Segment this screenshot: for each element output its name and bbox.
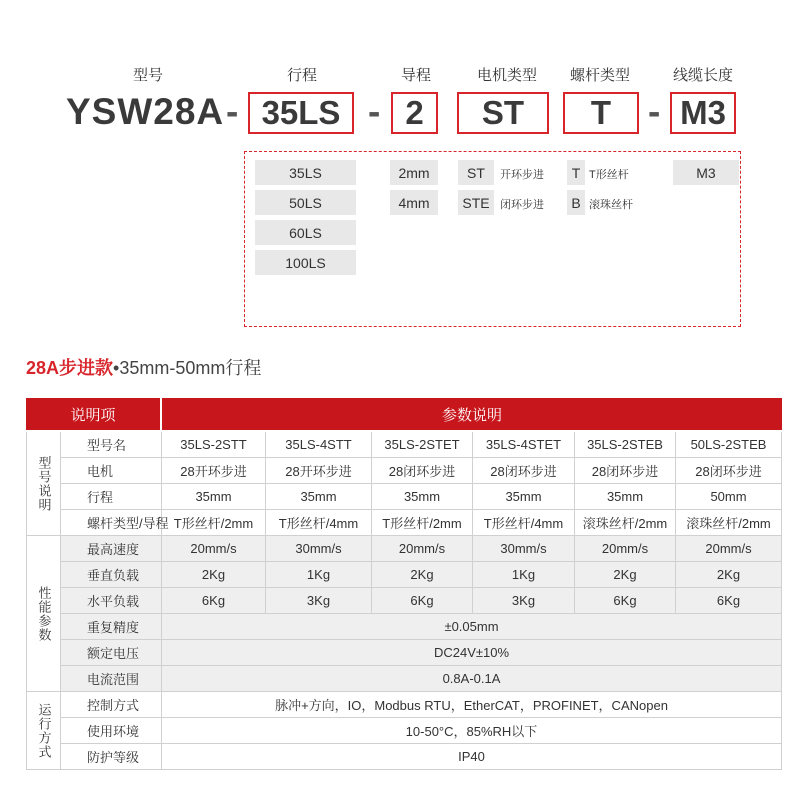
row-label: 螺杆类型/导程 [61,510,162,536]
table-cell: 35LS-4STT [266,432,372,458]
table-cell-merged: DC24V±10% [162,640,782,666]
row-label: 控制方式 [61,692,162,718]
row-label: 电机 [61,458,162,484]
table-cell-merged: 10-50°C，85%RH以下 [162,718,782,744]
row-label: 使用环境 [61,718,162,744]
table-cell-merged: 0.8A-0.1A [162,666,782,692]
table-cell: 滚珠丝杆/2mm [575,510,676,536]
label-lead: 导程 [400,67,431,84]
dash-separator: - [648,91,661,132]
table-cell: 3Kg [473,588,575,614]
group-label-model [26,432,61,536]
row-label: 最高速度 [61,536,162,562]
code-stroke: 35LS [248,92,354,134]
table-cell: 50LS-2STEB [676,432,782,458]
table-cell: 30mm/s [473,536,575,562]
code-lead: 2 [391,92,438,134]
table-cell: 滚珠丝杆/2mm [676,510,782,536]
label-stroke: 行程 [286,67,317,84]
table-cell: 35mm [575,484,676,510]
option-motor-desc: 开环步进 [500,169,544,181]
base-model: YSW28A [66,91,225,132]
table-cell-merged: ±0.05mm [162,614,782,640]
table-cell: 50mm [676,484,782,510]
code-cable: M3 [670,92,736,134]
label-cable-length: 线缆长度 [672,67,733,84]
table-cell: 6Kg [372,588,473,614]
option-screw-desc: 滚珠丝杆 [589,199,633,211]
table-cell: 35LS-4STET [473,432,575,458]
table-cell: 6Kg [676,588,782,614]
table-cell: 30mm/s [266,536,372,562]
table-cell: 35LS-2STET [372,432,473,458]
option-stroke: 50LS [255,190,356,215]
table-cell: 28闭环步进 [676,458,782,484]
table-cell: 35mm [372,484,473,510]
option-stroke: 100LS [255,250,356,275]
table-cell: 20mm/s [162,536,266,562]
table-cell: 28开环步进 [266,458,372,484]
option-motor-code: ST [458,160,494,185]
table-cell: T形丝杆/4mm [473,510,575,536]
table-cell: 28闭环步进 [473,458,575,484]
table-cell: 1Kg [266,562,372,588]
option-screw-desc: T形丝杆 [589,169,629,181]
table-cell: 35LS-2STEB [575,432,676,458]
table-cell: T形丝杆/4mm [266,510,372,536]
label-motor-type: 电机类型 [476,67,537,84]
table-cell: 28闭环步进 [372,458,473,484]
row-label: 防护等级 [61,744,162,770]
table-cell: 35mm [473,484,575,510]
row-label: 电流范围 [61,666,162,692]
table-cell: 6Kg [575,588,676,614]
option-screw-code: B [567,190,585,215]
table-cell: 35mm [162,484,266,510]
table-cell: 2Kg [162,562,266,588]
group-label-text: 运行方式 [36,702,52,759]
table-header-params: 参数说明 [162,398,782,430]
table-cell: 2Kg [676,562,782,588]
table-cell: 6Kg [162,588,266,614]
group-label-text: 性能参数 [36,585,52,642]
table-cell: 2Kg [575,562,676,588]
label-model: 型号 [132,67,163,84]
row-label: 垂直负载 [61,562,162,588]
option-stroke: 60LS [255,220,356,245]
table-cell: 20mm/s [372,536,473,562]
row-label: 重复精度 [61,614,162,640]
row-label: 型号名 [61,432,162,458]
table-cell: T形丝杆/2mm [372,510,473,536]
table-header-item: 说明项 [26,398,160,430]
table-cell: 3Kg [266,588,372,614]
option-motor-desc: 闭环步进 [500,199,544,211]
code-motor: ST [457,92,549,134]
option-lead: 4mm [390,190,438,215]
table-cell: 2Kg [372,562,473,588]
group-label-performance [26,536,61,692]
table-cell: 35mm [266,484,372,510]
section-title-range: •35mm-50mm行程 [113,358,262,378]
row-label: 行程 [61,484,162,510]
dash-separator: - [226,91,239,132]
code-screw: T [563,92,639,134]
label-screw-type: 螺杆类型 [569,67,630,84]
row-label: 额定电压 [61,640,162,666]
dash-separator: - [368,91,381,132]
section-title [26,354,261,380]
table-cell: 28闭环步进 [575,458,676,484]
table-cell: 28开环步进 [162,458,266,484]
group-label-text: 型号说明 [36,455,52,512]
option-cable: M3 [673,160,739,185]
table-cell-merged: IP40 [162,744,782,770]
section-title-series: 28A步进款 [26,358,114,378]
table-cell: 1Kg [473,562,575,588]
option-screw-code: T [567,160,585,185]
table-cell: T形丝杆/2mm [162,510,266,536]
table-cell: 20mm/s [575,536,676,562]
row-label: 水平负载 [61,588,162,614]
table-cell: 20mm/s [676,536,782,562]
option-motor-code: STE [458,190,494,215]
table-cell: 35LS-2STT [162,432,266,458]
option-stroke: 35LS [255,160,356,185]
option-lead: 2mm [390,160,438,185]
group-label-operation [26,692,61,770]
table-cell-merged: 脉冲+方向，IO，Modbus RTU，EtherCAT，PROFINET，CANopen [162,692,782,718]
